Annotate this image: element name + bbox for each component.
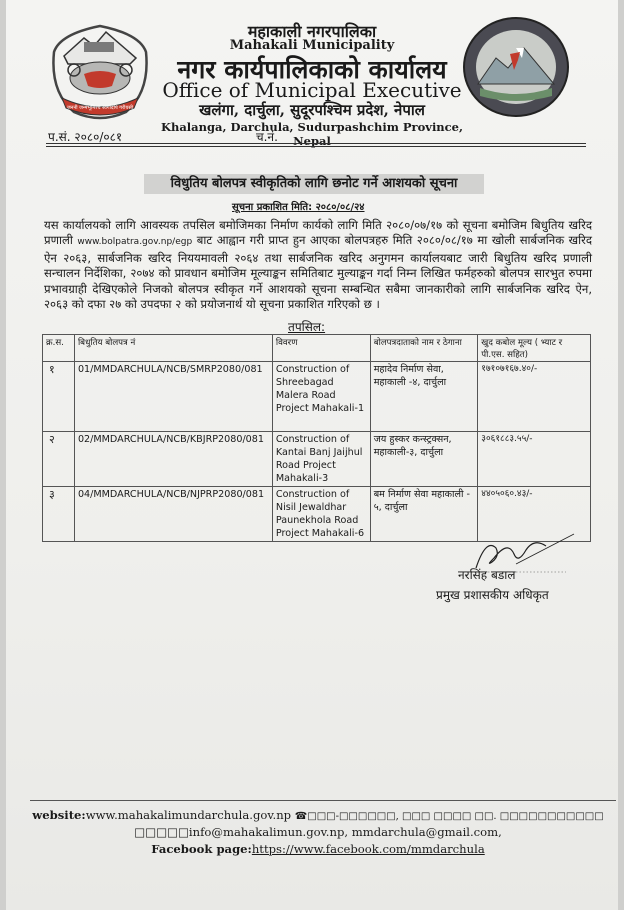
col-bid-number: बिधुतिय बोलपत्र नं (74, 335, 272, 362)
office-name-nepali: नगर कार्यपालिकाको कार्यालय (177, 55, 447, 84)
cell-serial: २ (43, 432, 75, 487)
reference-number: प.सं. २०८०/०८१ (48, 130, 123, 144)
cell-bidder: महादेव निर्माण सेवा, महाकाली -४, दार्चुला (370, 362, 478, 432)
office-name-english: Office of Municipal Executive (162, 78, 462, 102)
table-caption: तपसिल: (288, 320, 326, 334)
notice-body-text-rest: बाट आह्वान गरी प्राप्त हुन आएका बोलपत्रहरु मिति २०८०/०८/१७ मा खोली सार्बजनिक खरिद ऐन २०६३, सार्बजनिक खरिद निययमावली २०६४ तथा सार्बजनिक खरिद अनुगमन कार्यालयबाट जारी बिधुतिय खरिद प्रणाली सन्चालन निर्देशिका, २०७४ को प्रावधान बमोजिम मूल्याङ्कन समितिबाट मुल्याङ्कन गर्दा निम्न लिखित फर्महरुको बोलपत्र सारभुत रुपमा प्रभावग्राही देखिएकोले निजको बोलपत्र स्वीकृत गर्ने आशयको सूचना सम्बन्धित सबैमा जानकारीको लागि सार्बजनिक खरिद ऐन, २०६३ को दफा २७ को उपदफा २ को प्रयोजनार्थ यो सूचना प्रकाशित गरिएको छ । (44, 233, 593, 312)
svg-text:जननी जन्मभूमिश्च स्वर्गादपि गर: जननी जन्मभूमिश्च स्वर्गादपि गरीयसी (66, 105, 134, 111)
table-row (43, 432, 591, 487)
header-divider (46, 143, 586, 144)
col-serial: क्र.स. (43, 335, 75, 362)
dispatch-number: च.नं. (256, 130, 278, 144)
signatory-name: नरसिंह बडाल (458, 568, 516, 582)
notice-body-text: यस कार्यालयको लागि आवस्यक तपसिल बमोजिमका निर्माण कार्यको लागि मिति २०८०/०७/१७ को सूचना बमोजिम बिधुतिय खरिद प्रणाली (44, 218, 592, 248)
footer-divider (30, 800, 616, 801)
bolpatra-link[interactable]: www.bolpatra.gov.np/egp (77, 237, 193, 248)
footer-facebook-line (6, 842, 624, 856)
notice-body (44, 218, 592, 312)
cell-bidder: जय हुस्कर कन्स्ट्रक्सन, महाकाली-३, दार्चुला (370, 432, 478, 487)
footer-website-line (6, 808, 624, 822)
facebook-label: Facebook page: (151, 842, 252, 856)
cell-description: Construction of Nisil Jewaldhar Paunekhola Road Project Mahakali-6 (272, 487, 370, 542)
facebook-link[interactable]: https://www.facebook.com/mmdarchula (251, 842, 485, 856)
cell-bid-number: 01/MMDARCHULA/NCB/SMRP2080/081 (74, 362, 272, 432)
cell-serial: ३ (43, 487, 75, 542)
phone-text: ☎□□□-□□□□□□, □□□ □□□□ □□. □□□□□□□□□□□ (294, 811, 604, 822)
cell-amount: १७१०७१६७.४०/- (478, 362, 591, 432)
signatory-designation: प्रमुख प्रशासकीय अधिकृत (436, 588, 549, 602)
table-header-row (43, 335, 591, 362)
table-row (43, 362, 591, 432)
address-english: Khalanga, Darchula, Sudurpashchim Province, Nepal (161, 120, 463, 148)
notice-published-date: सूचना प्रकाशित मिति: २०८०/०८/२४ (232, 202, 365, 213)
cell-description: Construction of Shreebagad Malera Road Project Mahakali-1 (272, 362, 370, 432)
col-amount: खुद कबोल मूल्य ( भ्याट र पी.एस. सहित) (478, 335, 591, 362)
cell-description: Construction of Kantai Banj Jaijhul Road Project Mahakali-3 (272, 432, 370, 487)
municipality-name-nepali: महाकाली नगरपालिका (247, 22, 377, 41)
municipality-name-english: Mahakali Municipality (229, 38, 395, 53)
website-link[interactable]: www.mahakalimundarchula.gov.np (85, 808, 292, 822)
cell-bidder: बम निर्माण सेवा महाकाली - ५, दार्चुला (370, 487, 478, 542)
cell-bid-number: 02/MMDARCHULA/NCB/KBJRP2080/081 (74, 432, 272, 487)
municipality-seal-icon (460, 14, 572, 120)
notice-title: विधुतिय बोलपत्र स्वीकृतिको लागि छनोट गर्ने आशयको सूचना (144, 174, 484, 194)
col-bidder: बोलपत्रदाताको नाम र ठेगाना (370, 335, 478, 362)
cell-bid-number: 04/MMDARCHULA/NCB/NJPRP2080/081 (74, 487, 272, 542)
col-description: विवरण (272, 335, 370, 362)
cell-amount: ३०६१८८३.५५/- (478, 432, 591, 487)
bid-table (42, 334, 591, 542)
website-label: website: (32, 808, 86, 822)
footer-email-line: □□□□□info@mahakalimun.gov.np, mmdarchula@gmail.com, (134, 825, 502, 839)
nepal-emblem-icon (44, 12, 156, 124)
address-nepali: खलंगा, दार्चुला, सुदूरपश्चिम प्रदेश, नेपाल (199, 101, 425, 119)
letter-page (6, 0, 618, 910)
cell-amount: ४४०५०६०.४३/- (478, 487, 591, 542)
cell-serial: १ (43, 362, 75, 432)
header-divider-thin (46, 146, 586, 147)
